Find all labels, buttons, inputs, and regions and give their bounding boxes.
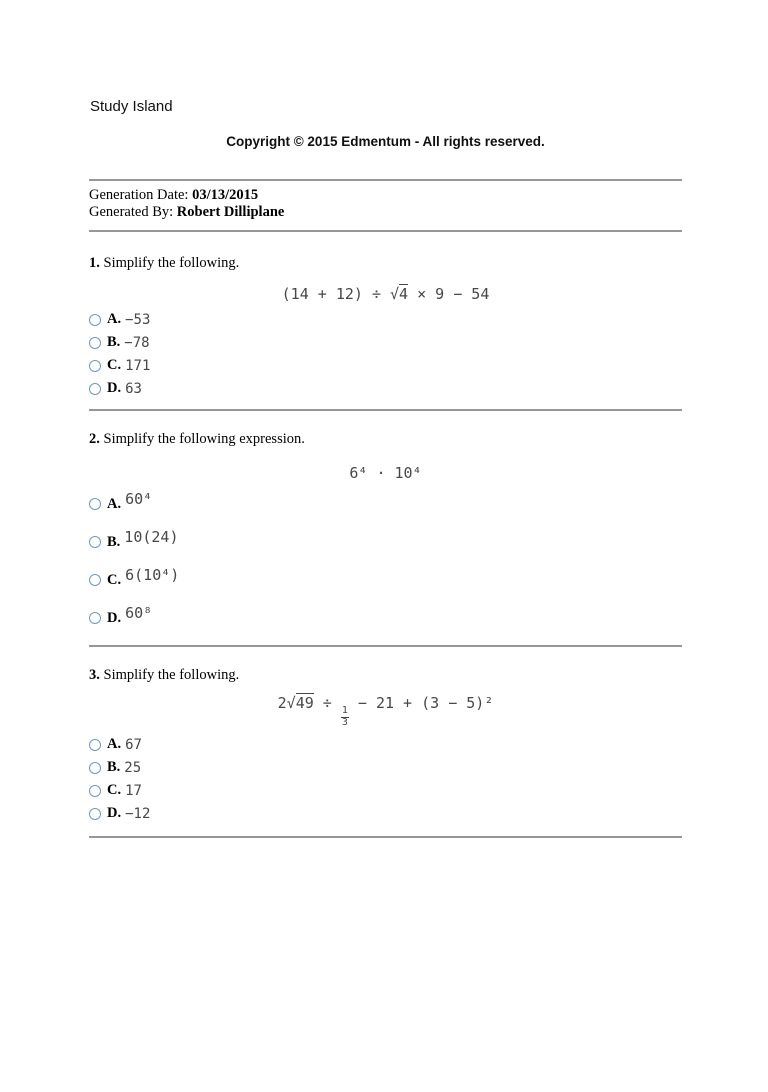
generation-date-row [89,187,682,204]
option-letter: C. [107,571,122,588]
question-prompt-text: Simplify the following. [99,667,240,683]
generated-by-value: Robert Dilliplane [176,204,285,220]
answer-option-b[interactable] [89,756,682,779]
radicand: 4 [399,285,409,303]
radio-button[interactable] [89,612,101,624]
option-letter: B. [107,759,121,775]
option-letter: C. [107,782,122,798]
option-letter: D. [107,380,122,396]
page-title: Study Island [90,98,173,115]
generated-by-row [89,204,682,221]
copyright-notice: Copyright © 2015 Edmentum - All rights reserved. [226,134,545,149]
radio-button[interactable] [89,739,101,751]
generation-date-value: 03/13/2015 [192,187,259,203]
radio-button[interactable] [89,383,101,395]
math-expression: 6⁴ · 10⁴ [349,464,422,482]
option-value: 171 [125,357,151,374]
option-value: 67 [125,736,142,753]
question-prompt [89,431,682,448]
option-value: 25 [124,759,142,776]
answer-option-c[interactable] [89,561,682,599]
radio-button[interactable] [89,536,101,548]
radio-button[interactable] [89,498,101,510]
option-value: −53 [125,311,151,328]
option-value: 17 [125,782,142,799]
question-number: 1. [89,255,100,271]
option-letter: C. [107,357,122,373]
option-letter: B. [107,533,121,550]
answer-option-b[interactable] [89,331,682,354]
radicand: 49 [295,694,314,712]
radio-button[interactable] [89,808,101,820]
math-expression: (14 + 12) ÷ √4 × 9 − 54 [281,285,490,303]
answer-option-a[interactable] [89,308,682,331]
option-value: −12 [125,805,151,822]
answer-option-a[interactable] [89,733,682,756]
radio-button[interactable] [89,314,101,326]
question-2 [89,411,682,637]
radio-button[interactable] [89,360,101,372]
divider [89,836,682,838]
option-letter: D. [107,805,122,821]
option-letter: A. [107,311,122,327]
answer-options [89,733,682,825]
option-value: 60⁴ [125,490,153,508]
option-value: 60⁸ [125,604,153,622]
option-value: 63 [125,380,142,397]
question-prompt-text: Simplify the following. [99,255,240,271]
generated-by-label: Generated By: [89,204,177,220]
option-letter: A. [107,495,122,512]
fraction: $\frac{1}{3}$ [341,705,348,728]
option-letter: D. [107,609,122,626]
document-page [0,98,768,838]
option-value: 10(24) [124,528,179,546]
answer-option-d[interactable] [89,802,682,825]
answer-option-a[interactable] [89,485,682,523]
question-prompt-text: Simplify the following expression. [99,431,305,447]
question-3 [89,647,682,825]
radio-button[interactable] [89,574,101,586]
question-prompt [89,667,682,684]
radio-button[interactable] [89,762,101,774]
question-number: 2. [89,431,100,447]
answer-option-d[interactable] [89,599,682,637]
radio-button[interactable] [89,785,101,797]
answer-option-c[interactable] [89,354,682,377]
option-letter: A. [107,736,122,752]
answer-option-b[interactable] [89,523,682,561]
question-prompt [89,255,682,272]
answer-option-d[interactable] [89,377,682,400]
answer-options [89,485,682,637]
question-number: 3. [89,667,100,683]
radio-button[interactable] [89,337,101,349]
answer-option-c[interactable] [89,779,682,802]
option-value: 6(10⁴) [125,566,180,584]
generation-date-label: Generation Date: [89,187,193,203]
math-expression: 2√49 ÷ $\frac{1}{3}$ − 21 + (3 − 5)² [277,694,494,728]
answer-options [89,308,682,400]
generation-info [89,187,682,221]
divider [89,179,682,181]
option-letter: B. [107,334,121,350]
question-1 [89,232,682,400]
option-value: −78 [124,334,150,351]
